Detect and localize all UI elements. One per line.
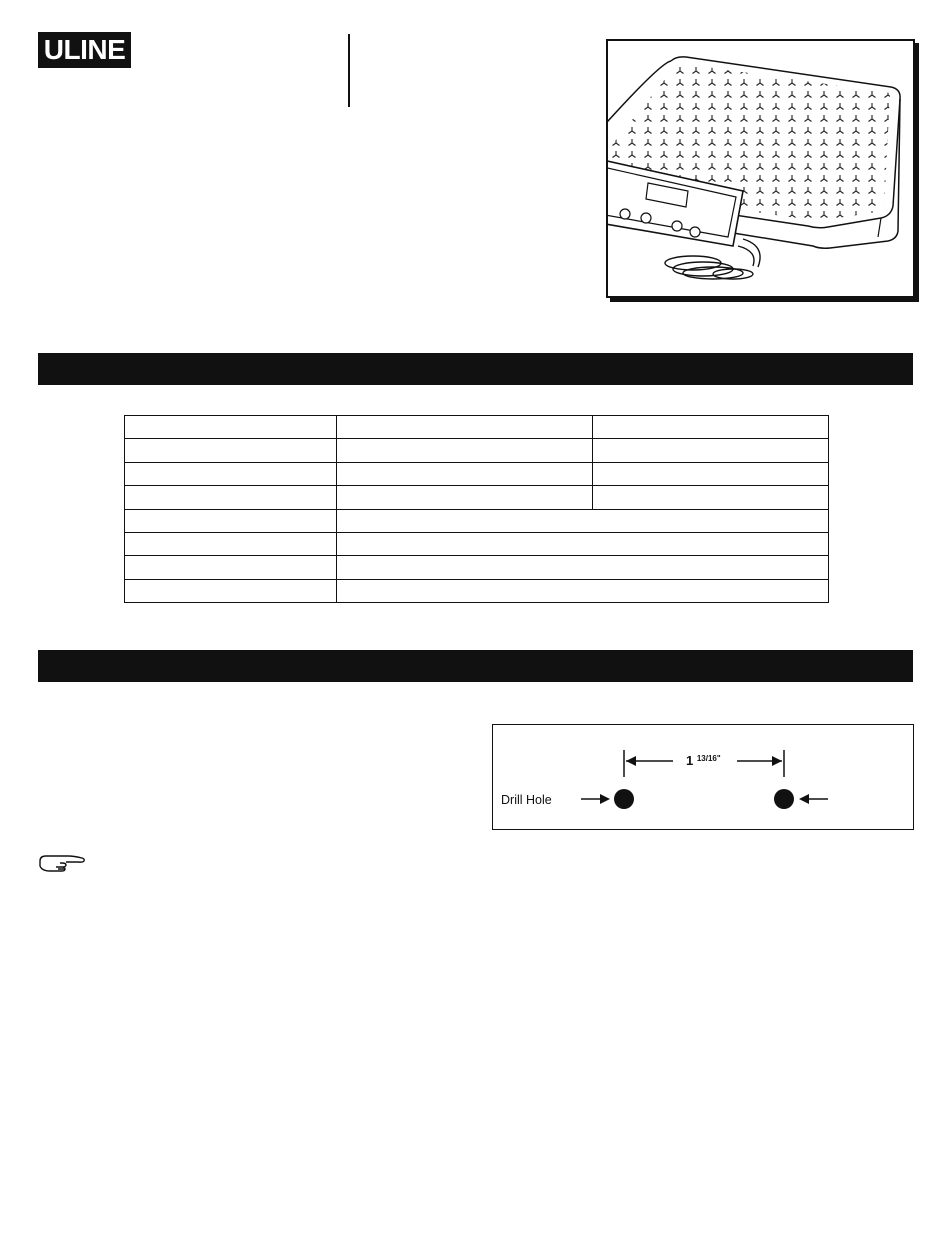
- table-row: [125, 416, 829, 439]
- table-cell: [337, 509, 829, 532]
- drill-hole-right: [774, 789, 794, 809]
- table-cell: [337, 486, 593, 509]
- table-cell: [593, 439, 829, 462]
- arrow-left-icon: [626, 756, 636, 766]
- product-image-frame: [606, 39, 915, 298]
- table-row: [125, 439, 829, 462]
- svg-text:1 13/16": [686, 753, 721, 768]
- table-cell: [125, 509, 337, 532]
- scale-illustration-icon: [608, 41, 913, 296]
- table-cell: [125, 462, 337, 485]
- section-header-bar: [38, 353, 913, 385]
- uline-logo: ULINE: [38, 32, 131, 68]
- specifications-table: [124, 415, 829, 603]
- arrow-right-icon: [772, 756, 782, 766]
- table-cell: [125, 579, 337, 602]
- table-cell: [337, 416, 593, 439]
- dimension-label: 1: [686, 753, 694, 768]
- table-cell: [337, 532, 829, 555]
- table-cell: [125, 486, 337, 509]
- table-row: [125, 509, 829, 532]
- section-header-bar: [38, 650, 913, 682]
- pointer-arrow-icon: [600, 794, 610, 804]
- drill-hole-template: [492, 724, 914, 830]
- drill-hole-left: [614, 789, 634, 809]
- table-cell: [337, 439, 593, 462]
- table-cell: [593, 462, 829, 485]
- table-cell: [593, 416, 829, 439]
- table-row: [125, 579, 829, 602]
- table-cell: [125, 532, 337, 555]
- table-cell: [125, 416, 337, 439]
- pointing-hand-icon: [38, 852, 86, 879]
- table-cell: [593, 486, 829, 509]
- pointer-arrow-icon: [799, 794, 809, 804]
- table-cell: [125, 556, 337, 579]
- table-cell: [125, 439, 337, 462]
- table-cell: [337, 462, 593, 485]
- header-divider: [348, 34, 350, 107]
- dimension-fraction: 13/16": [696, 754, 721, 763]
- table-row: [125, 556, 829, 579]
- drill-hole-label: Drill Hole: [501, 793, 552, 807]
- table-cell: [337, 556, 829, 579]
- table-row: [125, 486, 829, 509]
- table-row: [125, 462, 829, 485]
- table-row: [125, 532, 829, 555]
- table-cell: [337, 579, 829, 602]
